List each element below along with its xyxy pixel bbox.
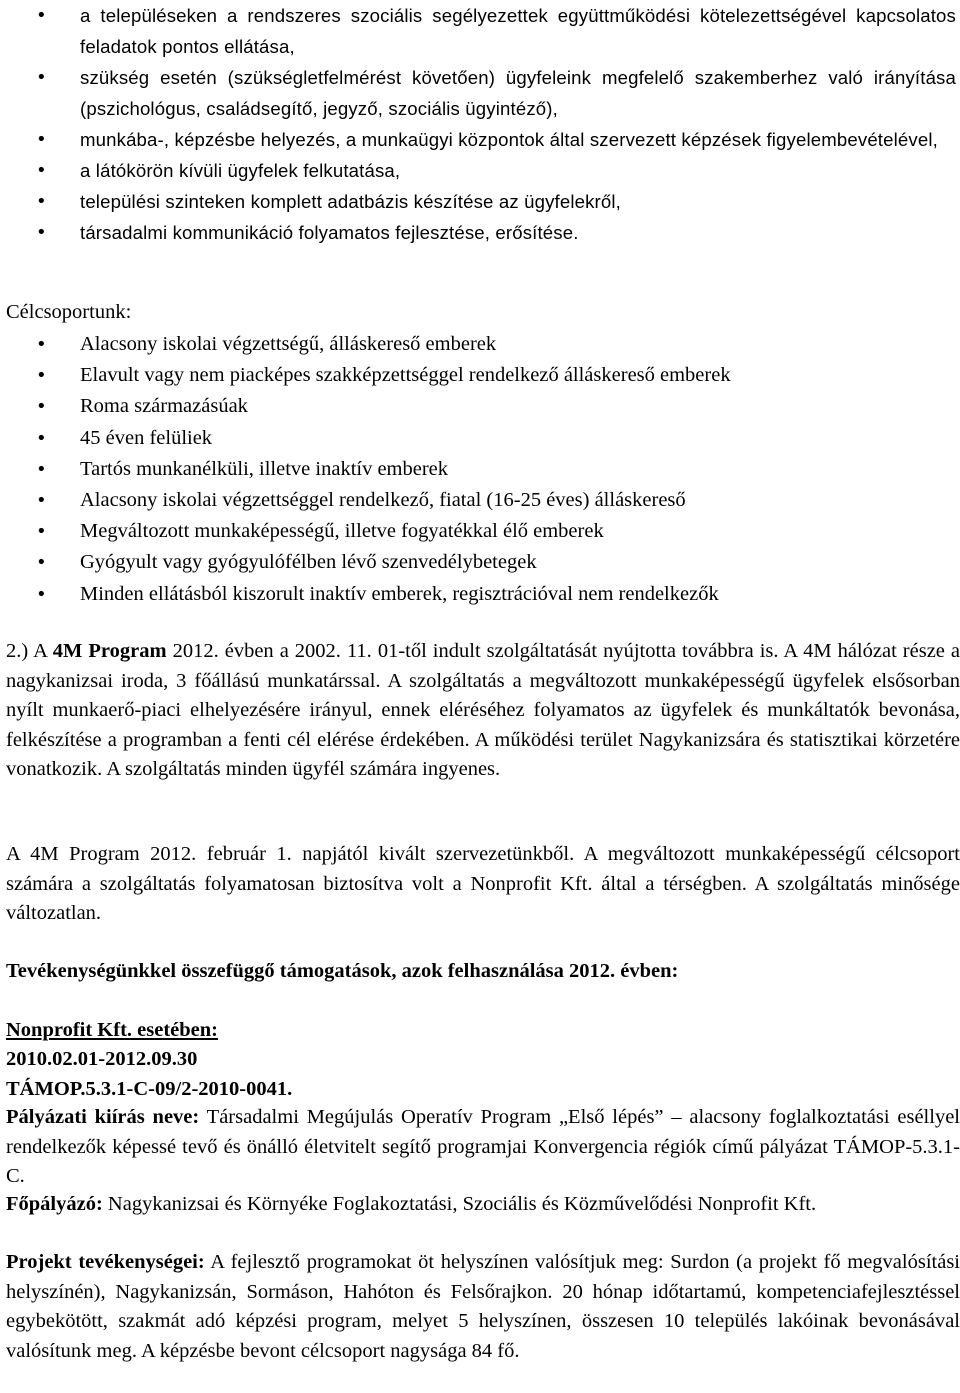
support-heading: Tevékenységünkkel összefüggő támogatások, azok felhasználása 2012. évben:	[6, 960, 679, 982]
list-item: • Tartós munkanélküli, illetve inaktív emberek	[0, 454, 960, 485]
section-prefix: 2.) A	[6, 640, 53, 662]
applicant-paragraph	[6, 1190, 960, 1220]
list-item: • munkába-, képzésbe helyezés, a munkaügyi központok által szervezett képzések figyelembevételével,	[0, 124, 960, 155]
list-item: • Gyógyult vagy gyógyulófélben lévő szenvedélybetegek	[0, 547, 960, 578]
list-item: • Minden ellátásból kiszorult inaktív emberek, regisztrációval nem rendelkezők	[0, 579, 960, 610]
target-group-label: Célcsoportunk:	[6, 301, 132, 323]
list-item: • társadalmi kommunikáció folyamatos fejlesztése, erősítése.	[0, 217, 960, 248]
applicant-label: Főpályázó:	[6, 1193, 103, 1215]
list-item: • Alacsony iskolai végzettségű, álláskereső emberek	[0, 329, 960, 360]
list-item: • szükség esetén (szükségletfelmérést követően) ügyfeleink megfelelő szakemberhez való irányítása (pszichológus, családsegítő, jegyző, szociális ügyintéző),	[0, 62, 960, 124]
activities-paragraph	[6, 1248, 960, 1366]
list-item: • a látókörön kívüli ügyfelek felkutatása,	[0, 155, 960, 186]
project-identifiers	[6, 1045, 960, 1104]
list-item: • települési szinteken komplett adatbázis készítése az ügyfelekről,	[0, 186, 960, 217]
list-item: • a településeken a rendszeres szociális segélyezettek együttműködési kötelezettségével kapcsolatos feladatok pontos ellátása,	[0, 0, 960, 62]
list-item: • Elavult vagy nem piacképes szakképzettséggel rendelkező álláskereső emberek	[0, 360, 960, 391]
list-item: • 45 éven felüliek	[0, 423, 960, 454]
list-item: • Megváltozott munkaképességű, illetve fogyatékkal élő emberek	[0, 516, 960, 547]
project-period: 2010.02.01-2012.09.30	[6, 1048, 198, 1070]
activities-label: Projekt tevékenységei:	[6, 1251, 205, 1273]
section-4m-paragraph	[6, 637, 960, 785]
activities-text: A fejlesztő programokat öt helyszínen valósítjuk meg: Surdon (a projekt fő megvalósítási helyszínén), Nagykanizsán, Sormáson, Hahóton és Felsőrajkon. 20 hónap időtartamú, kompetenciafejlesztéssel egybekötött, szakmát adó képzési program, melyet 5 helyszínen, összesen 10 település lakóinak bevonásával valósítunk meg. A képzésbe bevont célcsoport nagysága 84 fő.	[6, 1251, 960, 1362]
nonprofit-heading: Nonprofit Kft. esetében:	[6, 1019, 218, 1041]
call-label: Pályázati kiírás neve:	[6, 1106, 200, 1128]
applicant-text: Nagykanizsai és Környéke Foglakoztatási, Szociális és Közművelődési Nonprofit Kft.	[102, 1193, 817, 1215]
section-4m-paragraph-2: A 4M Program 2012. február 1. napjától kivált szervezetünkből. A megváltozott munkaképességű célcsoport számára a szolgáltatás folyamatosan biztosítva volt a Nonprofit Kft. által a térségben. A szolgáltatás minősége változatlan.	[6, 843, 960, 924]
section-text: 2012. évben a 2002. 11. 01-től indult szolgáltatását nyújtotta továbbra is. A 4M hálózat része a nagykanizsai iroda, 3 főállású munkatárssal. A szolgáltatás a megváltozott munkaképességű ügyfelek elsősorban nyílt munkaerő-piaci elhelyezésére irányul, ennek eléréséhez folyamatos az ügyfelek és munkáltatók bevonása, felkészítése a programban a fenti cél elérése érdekében. A működési terület Nagykanizsára és statisztikai körzetére vonatkozik. A szolgáltatás minden ügyfél számára ingyenes.	[6, 640, 960, 780]
list-item: • Roma származásúak	[0, 391, 960, 422]
program-name: 4M Program	[52, 640, 167, 662]
call-text: Társadalmi Megújulás Operatív Program „Első lépés” – alacsony foglalkoztatási eséllyel rendelkezők képessé tevő és önálló életvitelt segítő programjai Konvergencia régiók című pályázat TÁMOP-5.3.1-C.	[6, 1106, 960, 1187]
target-group-list	[0, 329, 960, 610]
list-item: • Alacsony iskolai végzettséggel rendelkező, fiatal (16-25 éves) álláskereső	[0, 485, 960, 516]
call-paragraph	[6, 1103, 960, 1192]
tasks-bullet-list	[0, 0, 960, 248]
project-code: TÁMOP.5.3.1-C-09/2-2010-0041.	[6, 1077, 293, 1100]
